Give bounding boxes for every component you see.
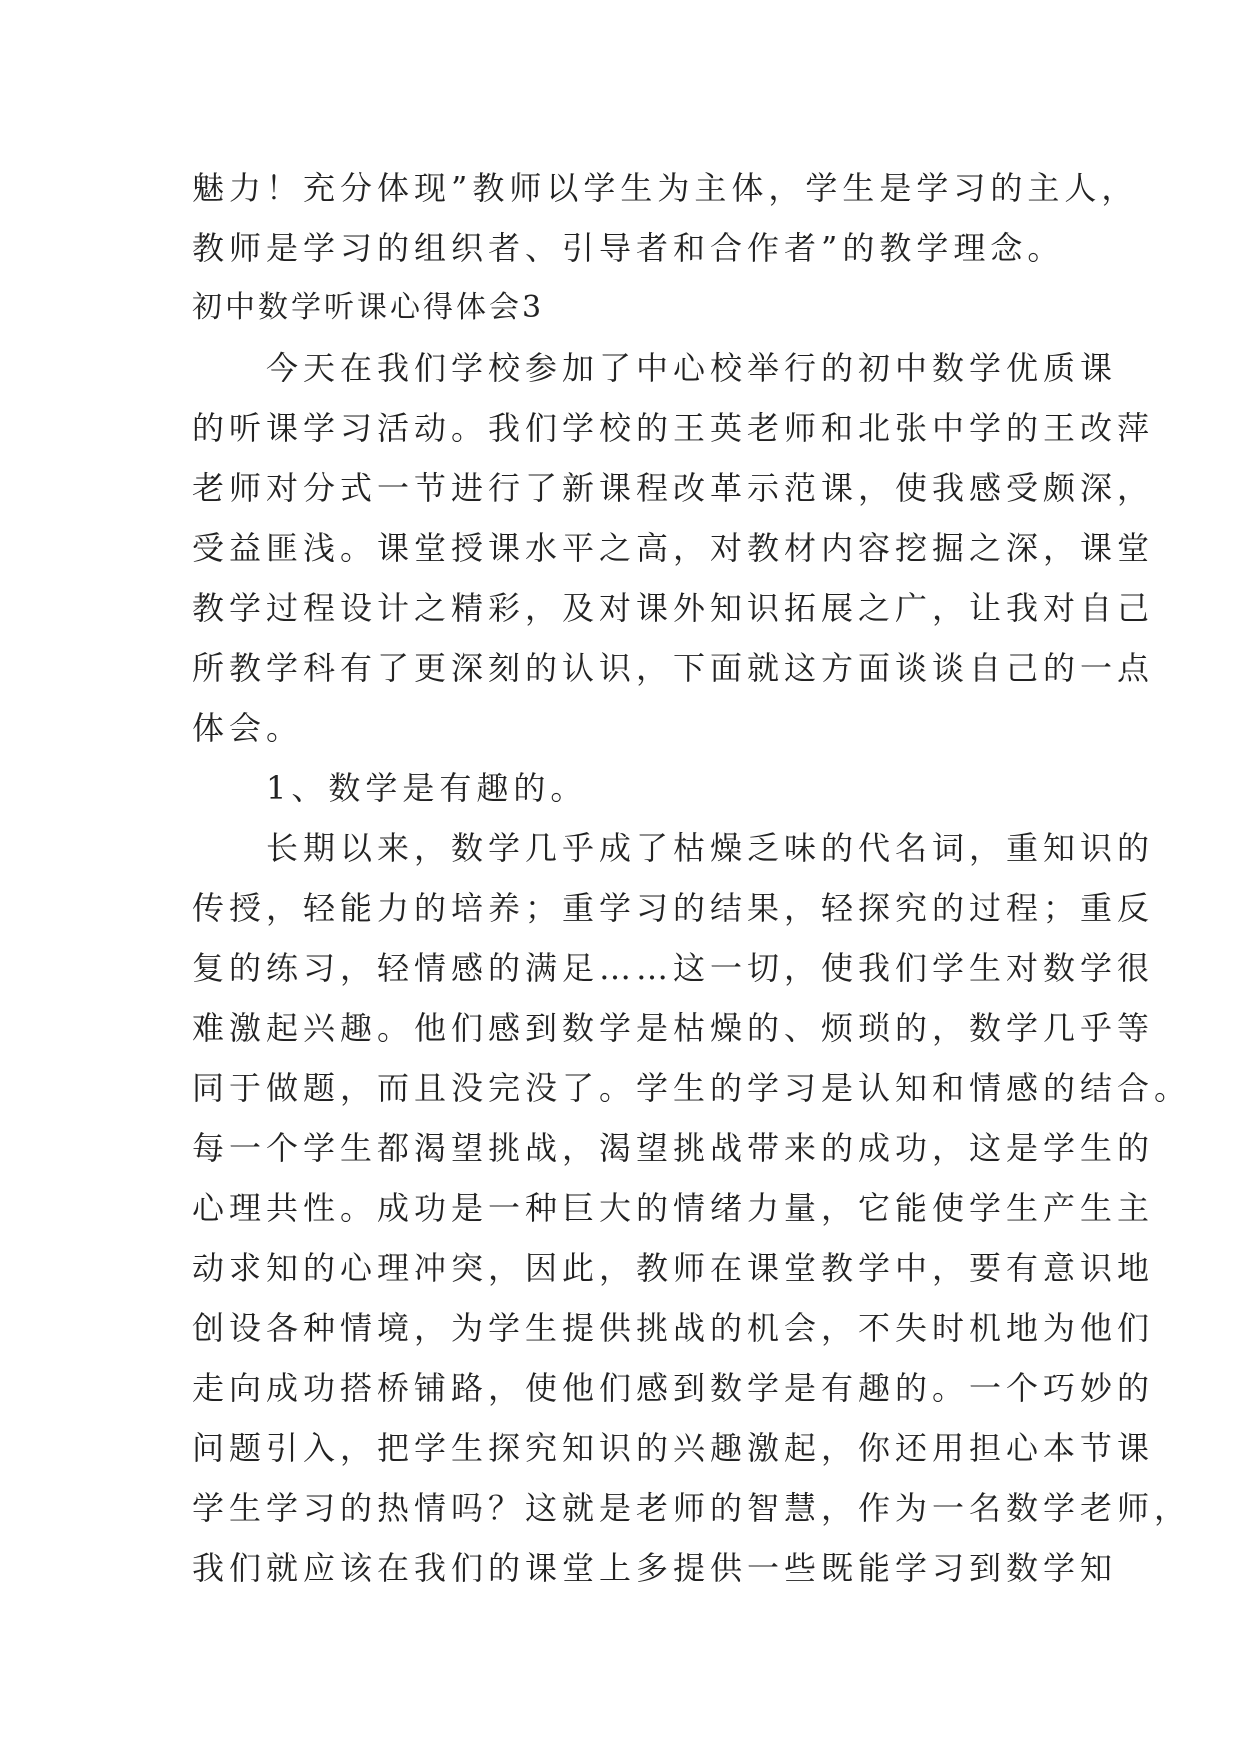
body-line: 所教学科有了更深刻的认识，下面就这方面谈谈自己的一点 (192, 649, 1155, 687)
body-line: 体会。 (192, 709, 304, 747)
body-line: 难激起兴趣。他们感到数学是枯燥的、烦琐的，数学几乎等 (192, 1009, 1155, 1047)
body-line: 魅力！充分体现”教师以学生为主体，学生是学习的主人， (192, 169, 1139, 207)
paragraph-start-line: 长期以来，数学几乎成了枯燥乏味的代名词，重知识的 (192, 829, 1155, 867)
subheading-line: 1、数学是有趣的。 (192, 769, 588, 807)
body-line: 我们就应该在我们的课堂上多提供一些既能学习到数学知 (192, 1549, 1118, 1587)
body-line: 同于做题，而且没完没了。学生的学习是认知和情感的结合。 (192, 1069, 1192, 1107)
body-line: 受益匪浅。课堂授课水平之高，对教材内容挖掘之深，课堂 (192, 529, 1155, 567)
paragraph-start-line: 今天在我们学校参加了中心校举行的初中数学优质课 (192, 349, 1118, 387)
body-line: 创设各种情境，为学生提供挑战的机会，不失时机地为他们 (192, 1309, 1155, 1347)
body-line: 教师是学习的组织者、引导者和合作者”的教学理念。 (192, 229, 1065, 267)
body-line: 学生学习的热情吗？这就是老师的智慧，作为一名数学老师， (192, 1489, 1192, 1527)
body-line: 动求知的心理冲突，因此，教师在课堂教学中，要有意识地 (192, 1249, 1155, 1287)
document-body (192, 158, 1192, 1598)
body-line: 每一个学生都渴望挑战，渴望挑战带来的成功，这是学生的 (192, 1129, 1155, 1167)
section-heading: 初中数学听课心得体会3 (192, 290, 545, 325)
body-line: 老师对分式一节进行了新课程改革示范课，使我感受颇深， (192, 469, 1155, 507)
body-line: 走向成功搭桥铺路，使他们感到数学是有趣的。一个巧妙的 (192, 1369, 1155, 1407)
body-line: 教学过程设计之精彩，及对课外知识拓展之广，让我对自己 (192, 589, 1155, 627)
body-line: 问题引入，把学生探究知识的兴趣激起，你还用担心本节课 (192, 1429, 1155, 1467)
body-line: 复的练习，轻情感的满足……这一切，使我们学生对数学很 (192, 949, 1155, 987)
body-line: 心理共性。成功是一种巨大的情绪力量，它能使学生产生主 (192, 1189, 1155, 1227)
body-line: 传授，轻能力的培养；重学习的结果，轻探究的过程；重反 (192, 889, 1155, 927)
body-line: 的听课学习活动。我们学校的王英老师和北张中学的王改萍 (192, 409, 1155, 447)
